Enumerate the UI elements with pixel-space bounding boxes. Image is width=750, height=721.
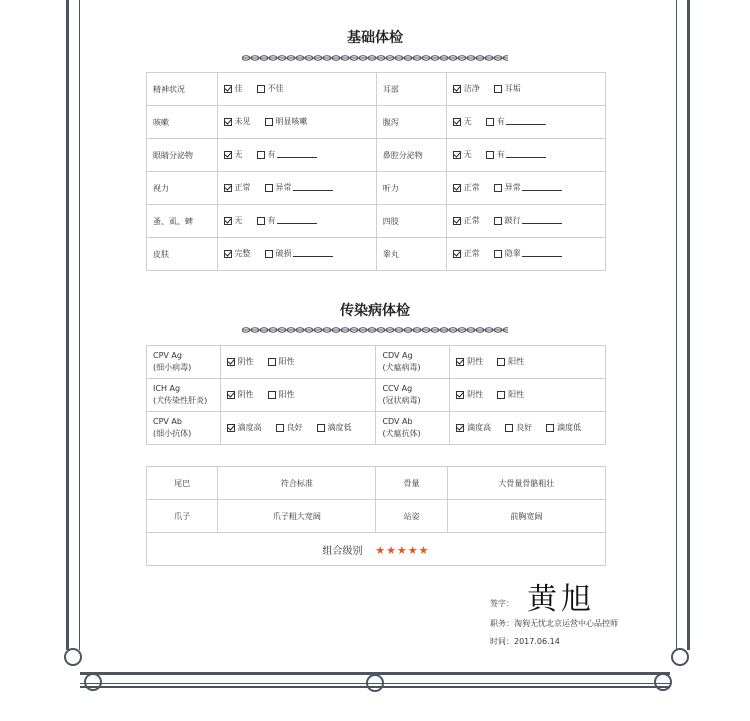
conform-value: 符合标准: [218, 467, 376, 500]
job-title: 职务：淘狗无忧北京运营中心品控师: [490, 619, 618, 628]
item-label: 鼻腔分泌物: [376, 139, 446, 172]
table-row: [147, 139, 606, 172]
fill-in-line: [293, 184, 333, 191]
conform-label: 骨量: [376, 467, 447, 500]
unchecked-box-icon[interactable]: [494, 217, 502, 225]
table-row: [147, 238, 606, 271]
unchecked-box-icon[interactable]: [505, 424, 513, 432]
option-label: 阳性: [508, 390, 525, 400]
chain-divider-2: [242, 326, 508, 334]
checked-box-icon[interactable]: [456, 424, 464, 432]
unchecked-box-icon[interactable]: [494, 250, 502, 258]
option-label: 佳: [234, 84, 243, 94]
option-label: 阴性: [237, 390, 254, 400]
option-label: 无: [234, 150, 243, 160]
checkbox-option[interactable]: [257, 215, 317, 226]
unchecked-box-icon[interactable]: [486, 151, 494, 159]
unchecked-box-icon[interactable]: [265, 184, 273, 192]
item-options: [217, 139, 376, 172]
item-options: [446, 106, 605, 139]
grade-row: [147, 533, 606, 566]
unchecked-box-icon[interactable]: [265, 250, 273, 258]
option-label: 正常: [463, 183, 480, 193]
checked-box-icon[interactable]: [227, 358, 235, 366]
checked-box-icon[interactable]: [453, 217, 461, 225]
checkbox-option[interactable]: [257, 83, 284, 94]
fill-in-line: [506, 151, 546, 158]
infect-exam-table: [146, 345, 606, 445]
option-label: 滴度低: [327, 423, 352, 433]
option-label: 阳性: [278, 390, 295, 400]
test-label: [376, 379, 450, 412]
checkbox-option[interactable]: [453, 149, 472, 160]
item-label: 咳嗽: [147, 106, 218, 139]
checkbox-option[interactable]: [224, 215, 243, 226]
table-row: [147, 106, 606, 139]
table-row: [147, 500, 606, 533]
checkbox-option[interactable]: [497, 389, 524, 400]
checkbox-option[interactable]: [494, 215, 562, 226]
infect-exam-title: 传染病体检: [340, 303, 410, 319]
checkbox-option[interactable]: [227, 356, 254, 367]
test-label: [147, 412, 221, 445]
table-row: [147, 205, 606, 238]
unchecked-box-icon[interactable]: [486, 118, 494, 126]
grade-label: 组合级别: [322, 545, 363, 557]
option-label: 无: [234, 216, 243, 226]
checkbox-option[interactable]: [494, 248, 562, 259]
checkbox-option[interactable]: [224, 182, 251, 193]
option-label: 有: [267, 150, 276, 160]
table-row: [147, 346, 606, 379]
test-options: [450, 412, 606, 445]
test-options: [220, 346, 376, 379]
fill-in-line: [522, 217, 562, 224]
checked-box-icon[interactable]: [453, 250, 461, 258]
checked-box-icon[interactable]: [224, 85, 232, 93]
table-row: [147, 172, 606, 205]
frame-left-border: [66, 0, 80, 650]
option-label: 阴性: [237, 357, 254, 367]
fill-in-line: [277, 217, 317, 224]
conform-value: 爪子粗大宽阔: [218, 500, 376, 533]
conform-value: 大骨量骨骼粗壮: [447, 467, 605, 500]
test-options: [220, 379, 376, 412]
option-label: 耳垢: [504, 84, 521, 94]
option-label: 正常: [463, 216, 480, 226]
unchecked-box-icon[interactable]: [268, 358, 276, 366]
option-label: 滴度低: [557, 423, 582, 433]
checkbox-option[interactable]: [268, 389, 295, 400]
unchecked-box-icon[interactable]: [497, 358, 505, 366]
test-options: [450, 379, 606, 412]
item-label: 蚤、虱、蜱: [147, 205, 218, 238]
checked-box-icon[interactable]: [224, 217, 232, 225]
checkbox-option[interactable]: [546, 422, 581, 433]
item-options: [217, 172, 376, 205]
test-desc: (犬瘟抗体): [382, 429, 421, 438]
star-rating-icon: ★★★★★: [375, 543, 430, 557]
checkbox-option[interactable]: [224, 83, 243, 94]
test-desc: (冠状病毒): [382, 396, 421, 405]
checkbox-option[interactable]: [224, 248, 251, 259]
item-options: [446, 172, 605, 205]
signature-image: 黄旭: [527, 582, 595, 617]
item-label: 精神状况: [147, 73, 218, 106]
checkbox-option[interactable]: [486, 149, 546, 160]
checked-box-icon[interactable]: [456, 358, 464, 366]
checkbox-option[interactable]: [257, 149, 317, 160]
chain-divider-1: [242, 54, 508, 62]
item-options: [217, 238, 376, 271]
fill-in-line: [277, 151, 317, 158]
item-label: 腹泻: [376, 106, 446, 139]
checked-box-icon[interactable]: [453, 118, 461, 126]
checkbox-option[interactable]: [227, 389, 254, 400]
checkbox-option[interactable]: [265, 182, 333, 193]
test-label: [376, 346, 450, 379]
conform-value: 前胸宽阔: [447, 500, 605, 533]
item-options: [446, 238, 605, 271]
checkbox-option[interactable]: [453, 83, 480, 94]
unchecked-box-icon[interactable]: [276, 424, 284, 432]
test-desc: (犬瘟病毒): [382, 363, 421, 372]
table-row: [147, 73, 606, 106]
item-label: 耳部: [376, 73, 446, 106]
option-label: 不佳: [267, 84, 284, 94]
table-row: [147, 467, 606, 500]
checked-box-icon[interactable]: [224, 184, 232, 192]
conform-label: 尾巴: [147, 467, 218, 500]
item-label: 皮肤: [147, 238, 218, 271]
conform-label: 爪子: [147, 500, 218, 533]
sign-time: 时间：2017.06.14: [490, 637, 560, 646]
test-label: [376, 412, 450, 445]
option-label: 无: [463, 117, 472, 127]
option-label: 滴度高: [467, 423, 492, 433]
option-label: 跛行: [504, 216, 521, 226]
checkbox-option[interactable]: [224, 116, 251, 127]
item-options: [446, 139, 605, 172]
test-options: [220, 412, 376, 445]
item-label: 视力: [147, 172, 218, 205]
option-label: 阴性: [467, 390, 484, 400]
unchecked-box-icon[interactable]: [546, 424, 554, 432]
checkbox-option[interactable]: [453, 248, 480, 259]
checked-box-icon[interactable]: [227, 424, 235, 432]
option-label: 阳性: [278, 357, 295, 367]
option-label: 有: [496, 117, 505, 127]
conformation-table: [146, 466, 606, 566]
checkbox-option[interactable]: [453, 215, 480, 226]
item-options: [446, 205, 605, 238]
checkbox-option[interactable]: [494, 83, 521, 94]
test-name: CDV Ab: [382, 417, 413, 426]
fill-in-line: [522, 184, 562, 191]
sign-label: 签字：: [490, 599, 514, 608]
test-label: [147, 346, 221, 379]
unchecked-box-icon[interactable]: [494, 184, 502, 192]
option-label: 有: [496, 150, 505, 160]
unchecked-box-icon[interactable]: [257, 217, 265, 225]
option-label: 阴性: [467, 357, 484, 367]
option-label: 无: [463, 150, 472, 160]
option-label: 破损: [275, 249, 292, 259]
item-label: 听力: [376, 172, 446, 205]
test-label: [147, 379, 221, 412]
basic-exam-title: 基础体检: [347, 30, 403, 46]
checkbox-option[interactable]: [494, 182, 562, 193]
table-row: [147, 379, 606, 412]
checked-box-icon[interactable]: [227, 391, 235, 399]
frame-right-border: [676, 0, 690, 650]
item-options: [217, 106, 376, 139]
option-label: 未见: [234, 117, 251, 127]
test-name: CPV Ab: [153, 417, 182, 426]
corner-ornament-bottom-right: [654, 673, 672, 691]
option-label: 洁净: [463, 84, 480, 94]
checked-box-icon[interactable]: [453, 85, 461, 93]
unchecked-box-icon[interactable]: [257, 85, 265, 93]
checked-box-icon[interactable]: [224, 151, 232, 159]
checked-box-icon[interactable]: [224, 118, 232, 126]
unchecked-box-icon[interactable]: [268, 391, 276, 399]
checkbox-option[interactable]: [505, 422, 532, 433]
test-desc: (细小病毒): [153, 363, 192, 372]
test-desc: (细小抗体): [153, 429, 192, 438]
center-ornament: [366, 674, 384, 692]
item-label: 眼睛分泌物: [147, 139, 218, 172]
option-label: 明显咳嗽: [275, 117, 308, 127]
unchecked-box-icon[interactable]: [317, 424, 325, 432]
checkbox-option[interactable]: [317, 422, 352, 433]
checkbox-option[interactable]: [456, 389, 483, 400]
checkbox-option[interactable]: [497, 356, 524, 367]
test-name: CPV Ag: [153, 351, 182, 360]
option-label: 正常: [234, 183, 251, 193]
checked-box-icon[interactable]: [453, 184, 461, 192]
checkbox-option[interactable]: [453, 116, 472, 127]
checkbox-option[interactable]: [276, 422, 303, 433]
option-label: 良好: [286, 423, 303, 433]
corner-ornament-bottom-left: [84, 673, 102, 691]
item-options: [446, 73, 605, 106]
checkbox-option[interactable]: [224, 149, 243, 160]
checkbox-option[interactable]: [453, 182, 480, 193]
fill-in-line: [522, 250, 562, 257]
item-label: 四肢: [376, 205, 446, 238]
checkbox-option[interactable]: [456, 422, 491, 433]
option-label: 异常: [504, 183, 521, 193]
option-label: 良好: [516, 423, 533, 433]
checkbox-option[interactable]: [265, 248, 333, 259]
option-label: 滴度高: [237, 423, 262, 433]
corner-ornament-right: [671, 648, 689, 666]
option-label: 正常: [463, 249, 480, 259]
unchecked-box-icon[interactable]: [494, 85, 502, 93]
table-row: [147, 412, 606, 445]
checkbox-option[interactable]: [486, 116, 546, 127]
option-label: 阳性: [508, 357, 525, 367]
option-label: 有: [267, 216, 276, 226]
item-label: 睾丸: [376, 238, 446, 271]
test-options: [450, 346, 606, 379]
test-name: CDV Ag: [382, 351, 413, 360]
fill-in-line: [293, 250, 333, 257]
corner-ornament-left: [64, 648, 82, 666]
option-label: 隐睾: [504, 249, 521, 259]
checked-box-icon[interactable]: [453, 151, 461, 159]
checkbox-option[interactable]: [268, 356, 295, 367]
unchecked-box-icon[interactable]: [257, 151, 265, 159]
fill-in-line: [506, 118, 546, 125]
test-name: ICH Ag: [153, 384, 181, 393]
test-name: CCV Ag: [382, 384, 413, 393]
item-options: [217, 205, 376, 238]
checked-box-icon[interactable]: [224, 250, 232, 258]
unchecked-box-icon[interactable]: [497, 391, 505, 399]
checkbox-option[interactable]: [456, 356, 483, 367]
basic-exam-table: [146, 72, 606, 271]
test-desc: (犬传染性肝炎): [153, 396, 208, 405]
conform-label: 站姿: [376, 500, 447, 533]
checkbox-option[interactable]: [227, 422, 262, 433]
checked-box-icon[interactable]: [456, 391, 464, 399]
item-options: [217, 73, 376, 106]
checkbox-option[interactable]: [265, 116, 308, 127]
option-label: 完整: [234, 249, 251, 259]
unchecked-box-icon[interactable]: [265, 118, 273, 126]
option-label: 异常: [275, 183, 292, 193]
